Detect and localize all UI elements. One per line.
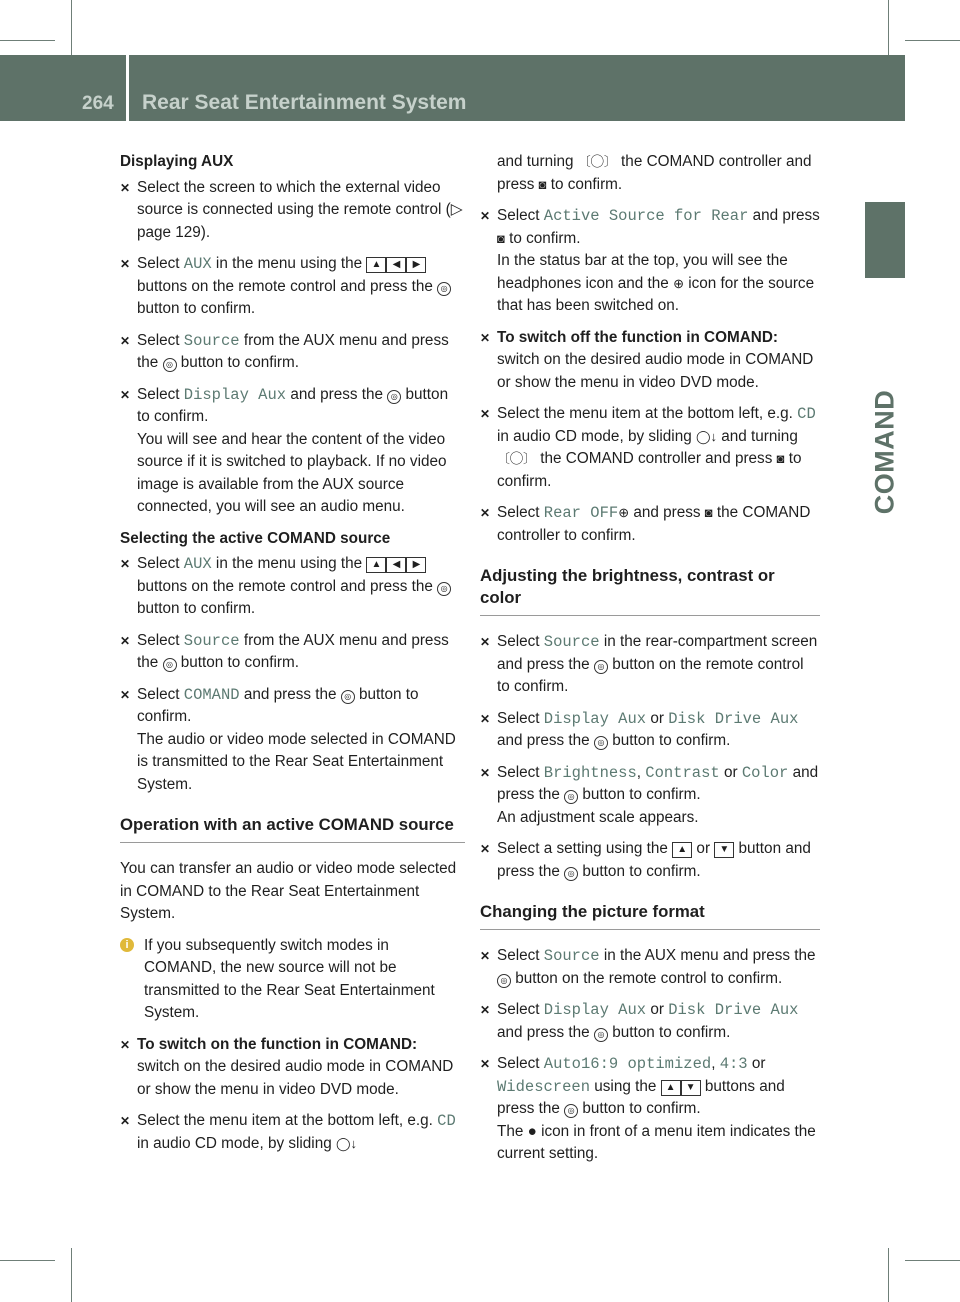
up-key-icon: ▲: [672, 842, 692, 858]
ok-button-icon: ◎: [594, 1028, 608, 1042]
menu-item-code: Source: [543, 633, 600, 651]
ok-button-icon: ◎: [594, 660, 608, 674]
right-key-icon: ▶: [406, 257, 426, 273]
ok-button-icon: ◎: [387, 390, 401, 404]
section-heading: Adjusting the brightness, contrast or color: [480, 565, 820, 616]
menu-item-code: AUX: [183, 255, 212, 273]
turn-controller-icon: 〔◯〕: [577, 154, 617, 169]
paragraph: You can transfer an audio or video mode selected in COMAND to the Rear Seat Entertainment System.: [120, 860, 457, 922]
menu-item-code: CD: [797, 405, 816, 423]
slide-controller-icon: ◯↓: [335, 1135, 358, 1151]
side-tab-label: COMAND: [869, 389, 900, 515]
crop-mark: [888, 1248, 889, 1302]
instruction-step: ✕ Select the screen to which the external video source is connected using the remote control (▷ page 129).: [120, 177, 465, 245]
instruction-step: ✕ Select AUX in the menu using the ▲ ◀ ▶ buttons on the remote control and press the ◎ button to confirm.: [120, 253, 465, 321]
instruction-step: ✕ Select AUX in the menu using the ▲ ◀ ▶ buttons on the remote control and press the ◎ button to confirm.: [120, 553, 465, 621]
instruction-step: ✕ Select Source from the AUX menu and press the ◎ button to confirm.: [120, 630, 465, 675]
crop-mark: [0, 1260, 55, 1261]
menu-item-code: Color: [741, 763, 789, 782]
crop-mark: [905, 40, 960, 41]
instruction-step: ✕ To switch off the function in COMAND: switch on the desired audio mode in COMAND or show the menu in video DVD mode.: [480, 327, 820, 395]
instruction-step: ✕ Select Source in the rear-compartment screen and press the ◎ button on the remote control to confirm.: [480, 631, 820, 699]
left-key-icon: ◀: [386, 557, 406, 573]
crop-mark: [71, 0, 72, 55]
ok-button-icon: ◎: [163, 658, 177, 672]
section-title: Selecting the active COMAND source: [120, 529, 391, 547]
menu-item-code: Source: [543, 947, 600, 965]
menu-item-code: Disk Drive Aux: [668, 1001, 799, 1019]
instruction-step: ✕ To switch on the function in COMAND: switch on the desired audio mode in COMAND or show the menu in video DVD mode.: [120, 1034, 465, 1102]
press-controller-icon: ◙: [704, 505, 713, 520]
menu-item-code: Brightness: [543, 763, 637, 782]
instruction-step: ✕ Select Source from the AUX menu and press the ◎ button to confirm.: [120, 330, 465, 375]
ok-button-icon: ◎: [163, 358, 177, 372]
right-column: [480, 151, 820, 1175]
menu-item-code: Source: [183, 631, 240, 650]
instruction-step: ✕ Select Display Aux and press the ◎ button to confirm. You will see and hear the content of the video source if it is switched to playback. If no video image is available from the AUX source connected, you will see an audio menu.: [120, 384, 465, 519]
right-key-icon: ▶: [406, 557, 426, 573]
instruction-step: ✕ Select Rear OFF⊕ and press ◙ the COMAND controller to confirm.: [480, 502, 820, 547]
menu-item-code: AUX: [183, 555, 212, 573]
info-icon: i: [120, 938, 134, 952]
instruction-step: ✕ Select a setting using the ▲ or ▼ button and press the ◎ button to confirm.: [480, 838, 820, 883]
up-key-icon: ▲: [366, 557, 386, 573]
up-key-icon: ▲: [366, 257, 386, 273]
instruction-step: ✕ Select COMAND and press the ◎ button to confirm. The audio or video mode selected in COMAND is transmitted to the Rear Seat Entertainment System.: [120, 684, 465, 797]
rear-source-icon: ⊕: [673, 275, 684, 291]
crop-mark: [905, 1260, 960, 1261]
continued-text: and turning 〔◯〕 the COMAND controller and press ◙ to confirm.: [497, 153, 812, 193]
left-column: [120, 151, 465, 1164]
menu-item-code: Auto16:9 optimized: [543, 1055, 712, 1073]
section-heading: Operation with an active COMAND source: [120, 814, 465, 843]
header-divider: [126, 55, 129, 121]
page-title: Rear Seat Entertainment System: [142, 91, 467, 114]
crop-mark: [0, 40, 55, 41]
turn-controller-icon: 〔◯〕: [497, 451, 537, 466]
ok-button-icon: ◎: [564, 867, 578, 881]
menu-item-code: CD: [437, 1112, 456, 1130]
section-title: Displaying AUX: [120, 153, 234, 170]
selected-dot-icon: ●: [527, 1122, 537, 1140]
instruction-step: ✕ Select Display Aux or Disk Drive Aux and press the ◎ button to confirm.: [480, 999, 820, 1044]
menu-item-code: Rear OFF: [543, 504, 619, 522]
instruction-step: ✕ Select Brightness, Contrast or Color and press the ◎ button to confirm. An adjustment scale appears.: [480, 762, 820, 830]
instruction-step: ✕ Select the menu item at the bottom left, e.g. CD in audio CD mode, by sliding ◯↓: [120, 1110, 465, 1155]
menu-item-code: Widescreen: [497, 1077, 591, 1096]
ok-button-icon: ◎: [437, 282, 451, 296]
menu-item-code: Active Source for Rear: [543, 207, 749, 225]
crop-mark: [888, 0, 889, 55]
down-key-icon: ▼: [681, 1080, 701, 1096]
ok-button-icon: ◎: [594, 736, 608, 750]
rear-source-icon: ⊕: [618, 505, 630, 520]
menu-item-code: 4:3: [719, 1055, 748, 1073]
menu-item-code: COMAND: [183, 685, 240, 704]
press-controller-icon: ◙: [497, 230, 505, 246]
ok-button-icon: ◎: [341, 690, 355, 704]
slide-controller-icon: ◯↓: [695, 428, 718, 444]
instruction-step: ✕ Select Source in the AUX menu and press the ◎ button on the remote control to confirm.: [480, 945, 820, 990]
info-note: i If you subsequently switch modes in COMAND, the new source will not be transmitted to the Rear Seat Entertainment System.: [120, 935, 465, 1025]
menu-item-code: Display Aux: [183, 385, 287, 404]
crop-mark: [71, 1248, 72, 1302]
ok-button-icon: ◎: [564, 1104, 578, 1118]
side-tab-block: [865, 202, 905, 278]
press-controller-icon: ◙: [776, 451, 785, 466]
press-controller-icon: ◙: [538, 176, 547, 192]
menu-item-code: Display Aux: [543, 709, 647, 728]
down-key-icon: ▼: [714, 842, 734, 858]
menu-item-code: Source: [183, 331, 240, 350]
menu-item-code: Display Aux: [543, 1001, 647, 1019]
instruction-step: ✕ Select Display Aux or Disk Drive Aux and press the ◎ button to confirm.: [480, 708, 820, 753]
up-key-icon: ▲: [661, 1080, 681, 1096]
instruction-step: ✕ Select Auto16:9 optimized, 4:3 or Widescreen using the ▲ ▼ buttons and press the ◎ button to confirm. The ● icon in front of a menu item indicates the current setting.: [480, 1053, 820, 1166]
left-key-icon: ◀: [386, 257, 406, 273]
ok-button-icon: ◎: [437, 582, 451, 596]
menu-item-code: Contrast: [645, 763, 720, 782]
ok-button-icon: ◎: [564, 790, 578, 804]
instruction-step: ✕ Select Active Source for Rear and press ◙ to confirm. In the status bar at the top, you will see the headphones icon and the ⊕ icon for the source that has been switched on.: [480, 205, 820, 318]
ok-button-icon: ◎: [497, 974, 511, 988]
page-number: 264: [82, 93, 114, 114]
section-heading: Changing the picture format: [480, 901, 820, 930]
instruction-step: ✕ Select the menu item at the bottom left, e.g. CD in audio CD mode, by sliding ◯↓ and turning 〔◯〕 the COMAND controller and press ◙ to confirm.: [480, 403, 820, 493]
menu-item-code: Disk Drive Aux: [668, 709, 799, 728]
